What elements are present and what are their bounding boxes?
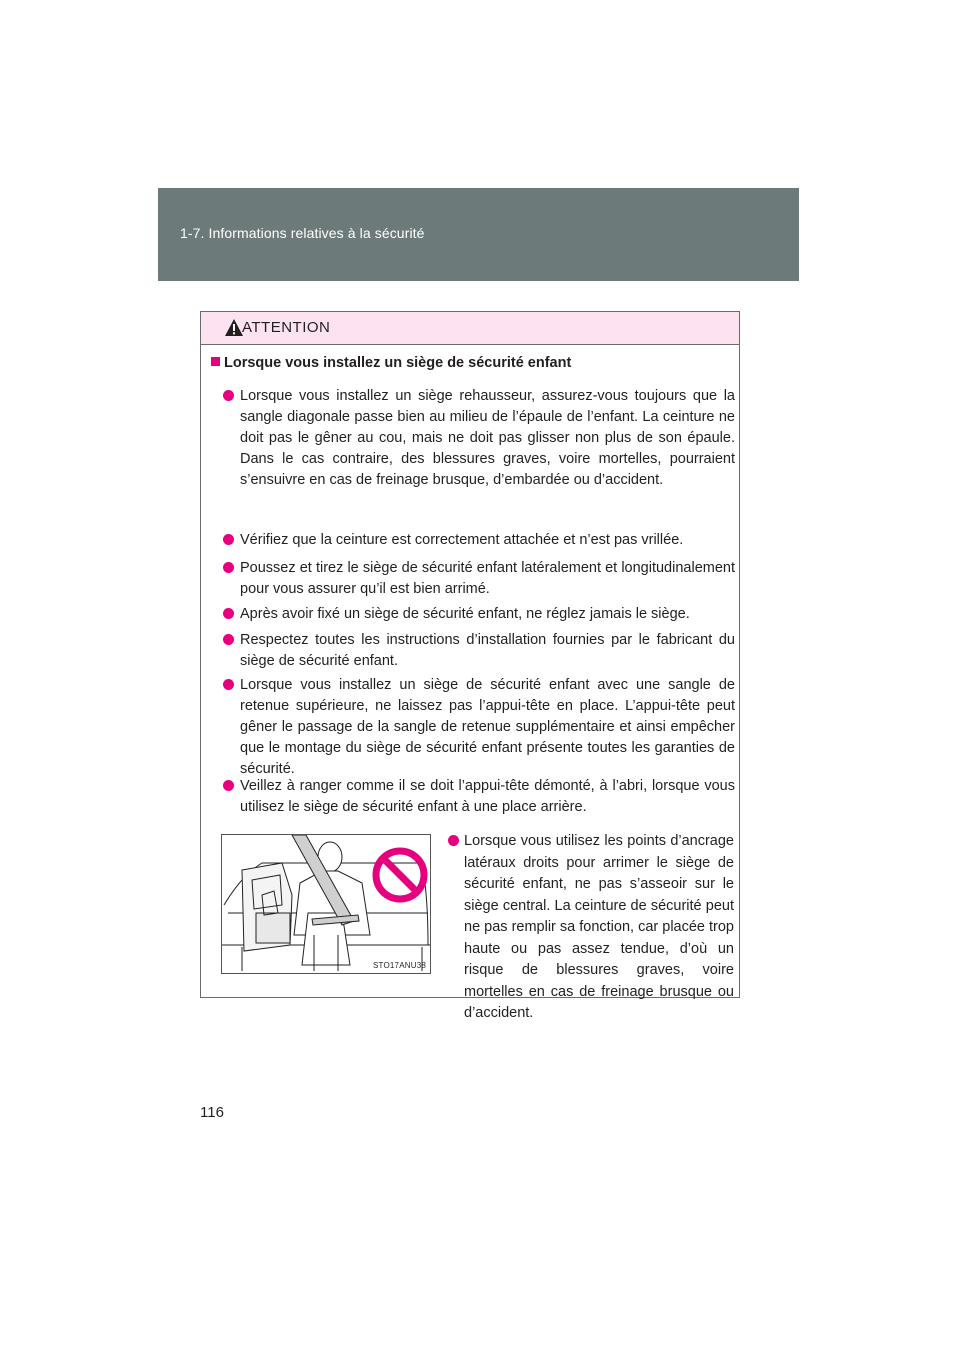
warning-header bbox=[201, 312, 739, 345]
section-header-band bbox=[158, 188, 799, 281]
round-bullet-icon bbox=[223, 780, 234, 791]
list-item bbox=[221, 604, 735, 625]
illustration-drawing bbox=[222, 835, 430, 973]
list-item bbox=[221, 558, 735, 600]
child-seat-illustration bbox=[221, 834, 431, 974]
list-item bbox=[221, 675, 735, 780]
section-title: 1-7. Informations relatives à la sécurité bbox=[180, 225, 425, 241]
warning-box bbox=[200, 311, 740, 1021]
warning-subheading-text: Lorsque vous installez un siège de sécurité enfant bbox=[224, 355, 572, 371]
list-item-text: Lorsque vous installez un siège de sécurité enfant avec une sangle de retenue supérieure, ne laissez pas l’appui-tête en place. L’appui-tête peut gêner le passage de la sangle de retenue supplémentaire et ainsi empêcher que le montage du siège de sécurité enfant présente toutes les garanties de sécurité. bbox=[240, 677, 735, 777]
round-bullet-icon bbox=[223, 679, 234, 690]
list-item-text: Poussez et tirez le siège de sécurité enfant latéralement et longitudinalement pour vous assurer qu’il est bien arrimé. bbox=[240, 560, 735, 597]
round-bullet-icon bbox=[223, 608, 234, 619]
list-item-text: Après avoir fixé un siège de sécurité enfant, ne réglez jamais le siège. bbox=[240, 606, 690, 622]
list-item-text: Lorsque vous installez un siège rehausseur, assurez-vous toujours que la sangle diagonale passe bien au milieu de l’épaule de l’enfant. La ceinture ne doit pas le gêner au cou, mais ne doit pas glisser non plus de son épaule. Dans le cas contraire, des blessures graves, voire mortelles, pourraient s’ensuivre en cas de freinage brusque, d’embardée ou d’accident. bbox=[240, 388, 735, 488]
list-item-text: Veillez à ranger comme il se doit l’appui-tête démonté, à l’abri, lorsque vous utilisez le siège de sécurité enfant à une place arrière. bbox=[240, 778, 735, 815]
warning-triangle-icon bbox=[224, 318, 244, 337]
warning-title: ATTENTION bbox=[242, 319, 331, 336]
list-item bbox=[221, 386, 735, 491]
round-bullet-icon bbox=[223, 634, 234, 645]
list-item bbox=[221, 630, 735, 672]
illustration-code: STO17ANU38 bbox=[373, 961, 426, 970]
page-number: 116 bbox=[200, 1104, 224, 1121]
round-bullet-icon bbox=[223, 534, 234, 545]
list-item-text: Vérifiez que la ceinture est correctement attachée et n’est pas vrillée. bbox=[240, 532, 684, 548]
warning-subheading bbox=[211, 355, 571, 371]
list-item-text: Lorsque vous utilisez les points d’ancrage latéraux droits pour arrimer le siège de sécurité enfant, ne pas s’asseoir sur le siège central. La ceinture de sécurité peut ne pas remplir sa fonction, car placée trop haute ou pas assez tendue, d’où un risque de blessures graves, voire mortelles en cas de freinage brusque ou d’accident. bbox=[464, 833, 734, 1021]
round-bullet-icon bbox=[448, 835, 459, 846]
square-bullet-icon bbox=[211, 357, 220, 366]
list-item-text: Respectez toutes les instructions d’installation fournies par le fabricant du siège de sécurité enfant. bbox=[240, 632, 735, 669]
round-bullet-icon bbox=[223, 562, 234, 573]
list-item bbox=[221, 776, 735, 818]
round-bullet-icon bbox=[223, 390, 234, 401]
list-item bbox=[446, 831, 734, 1025]
list-item bbox=[221, 530, 735, 551]
